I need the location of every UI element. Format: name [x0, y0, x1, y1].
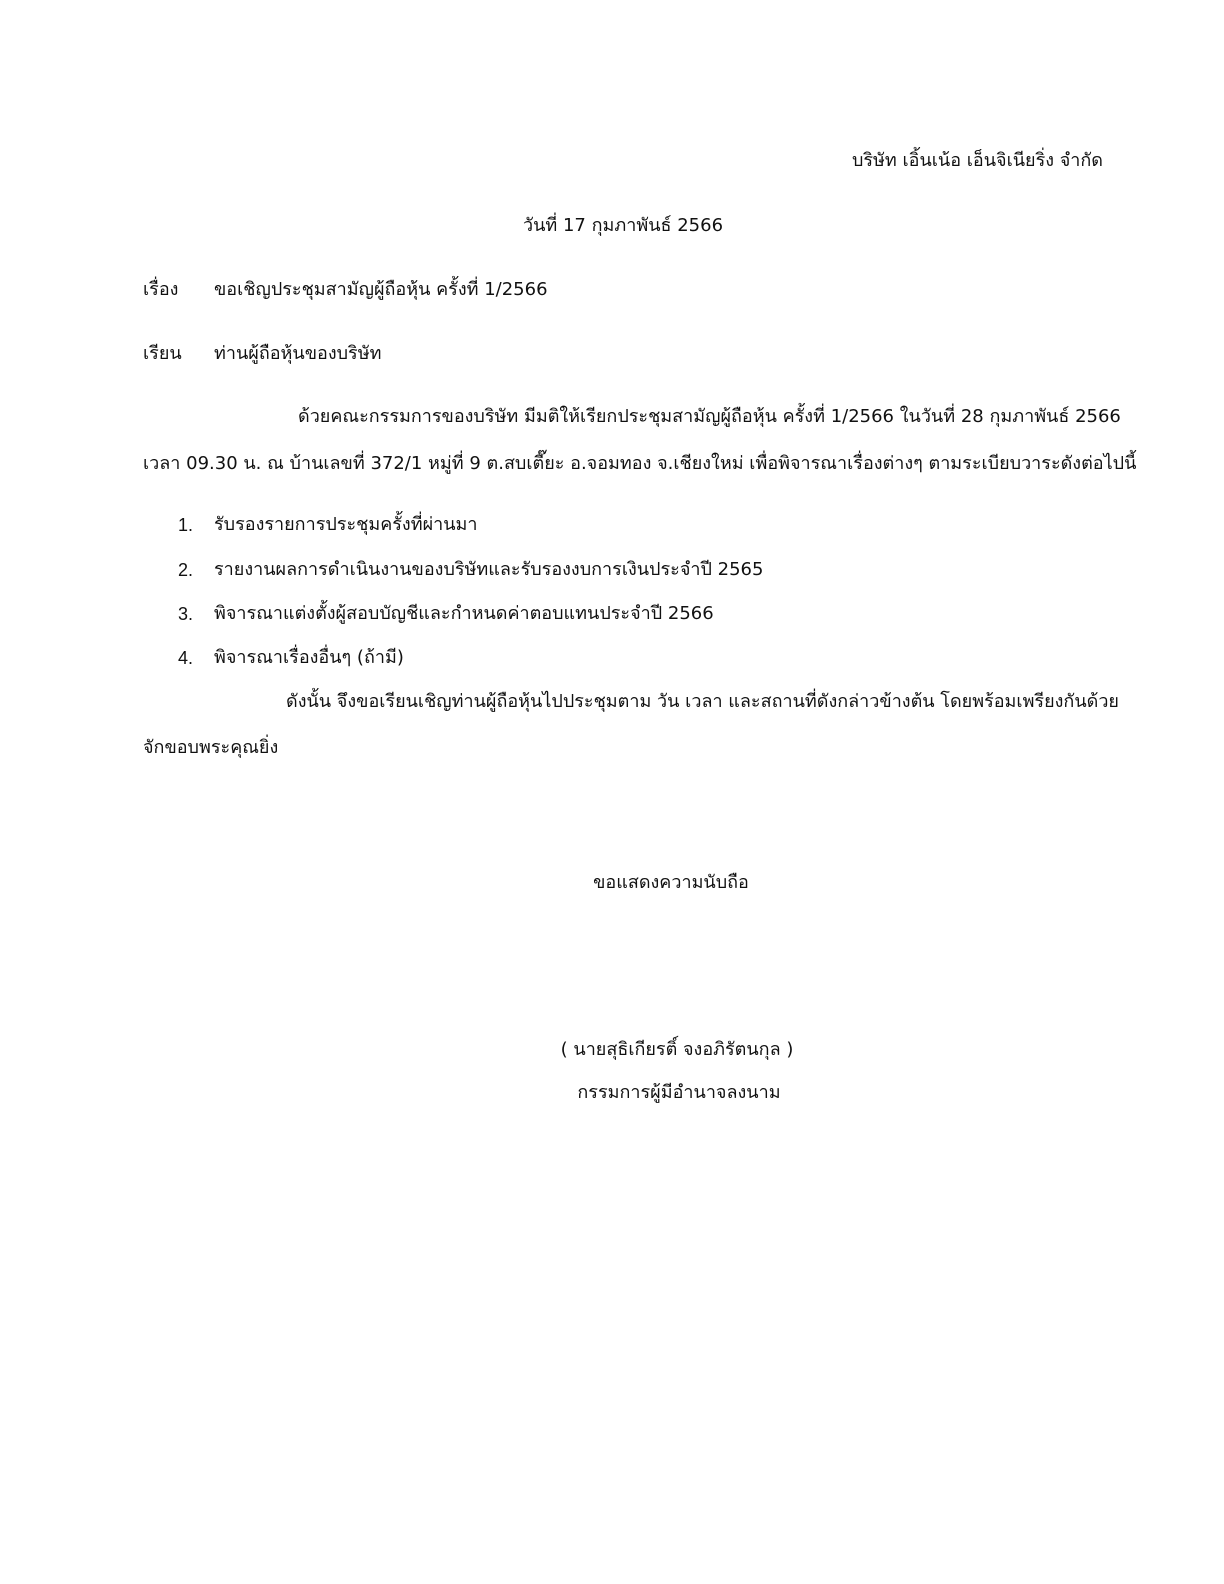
- subject-text: ขอเชิญประชุมสามัญผู้ถือหุ้น ครั้งที่ 1/2566: [214, 279, 548, 300]
- agenda-number: 4.: [178, 648, 194, 668]
- signer-title: กรรมการผู้มีอำนาจลงนาม: [577, 1082, 781, 1103]
- agenda-number: 2.: [178, 560, 194, 580]
- signer-name: ( นายสุธิเกียรติ์ จงอภิรัตนกุล ): [560, 1039, 794, 1060]
- body-paragraph-line-2: เวลา 09.30 น. ณ บ้านเลขที่ 372/1 หมู่ที่ 9 ต.สบเตี๊ยะ อ.จอมทอง จ.เชียงใหม่ เพื่อพิจารณาเรื่องต่างๆ ตามระเบียบวาระดังต่อไปนี้: [143, 453, 1137, 474]
- agenda-text: พิจารณาแต่งตั้งผู้สอบบัญชีและกำหนดค่าตอบแทนประจำปี 2566: [214, 603, 714, 624]
- closing-paragraph-line-1: ดังนั้น จึงขอเรียนเชิญท่านผู้ถือหุ้นไปประชุมตาม วัน เวลา และสถานที่ดังกล่าวข้างต้น โดยพร้อมเพรียงกันด้วย: [286, 691, 1119, 712]
- subject-label: เรื่อง: [143, 279, 179, 300]
- recipient-text: ท่านผู้ถือหุ้นของบริษัท: [214, 343, 382, 364]
- agenda-number: 1.: [178, 515, 194, 535]
- regards-text: ขอแสดงความนับถือ: [593, 872, 749, 893]
- agenda-text: รายงานผลการดำเนินงานของบริษัทและรับรองงบการเงินประจำปี 2565: [214, 559, 764, 580]
- body-paragraph-line-1: ด้วยคณะกรรมการของบริษัท มีมติให้เรียกประชุมสามัญผู้ถือหุ้น ครั้งที่ 1/2566 ในวันที่ 28 กุมภาพันธ์ 2566: [298, 406, 1121, 427]
- agenda-number: 3.: [178, 604, 194, 624]
- agenda-text: รับรองรายการประชุมครั้งที่ผ่านมา: [214, 514, 478, 535]
- closing-paragraph-line-2: จักขอบพระคุณยิ่ง: [143, 737, 279, 758]
- company-name: บริษัท เอิ้นเน้อ เอ็นจิเนียริ่ง จำกัด: [851, 150, 1103, 171]
- letter-date: วันที่ 17 กุมภาพันธ์ 2566: [522, 215, 724, 236]
- agenda-text: พิจารณาเรื่องอื่นๆ (ถ้ามี): [214, 647, 404, 668]
- recipient-label: เรียน: [143, 343, 182, 364]
